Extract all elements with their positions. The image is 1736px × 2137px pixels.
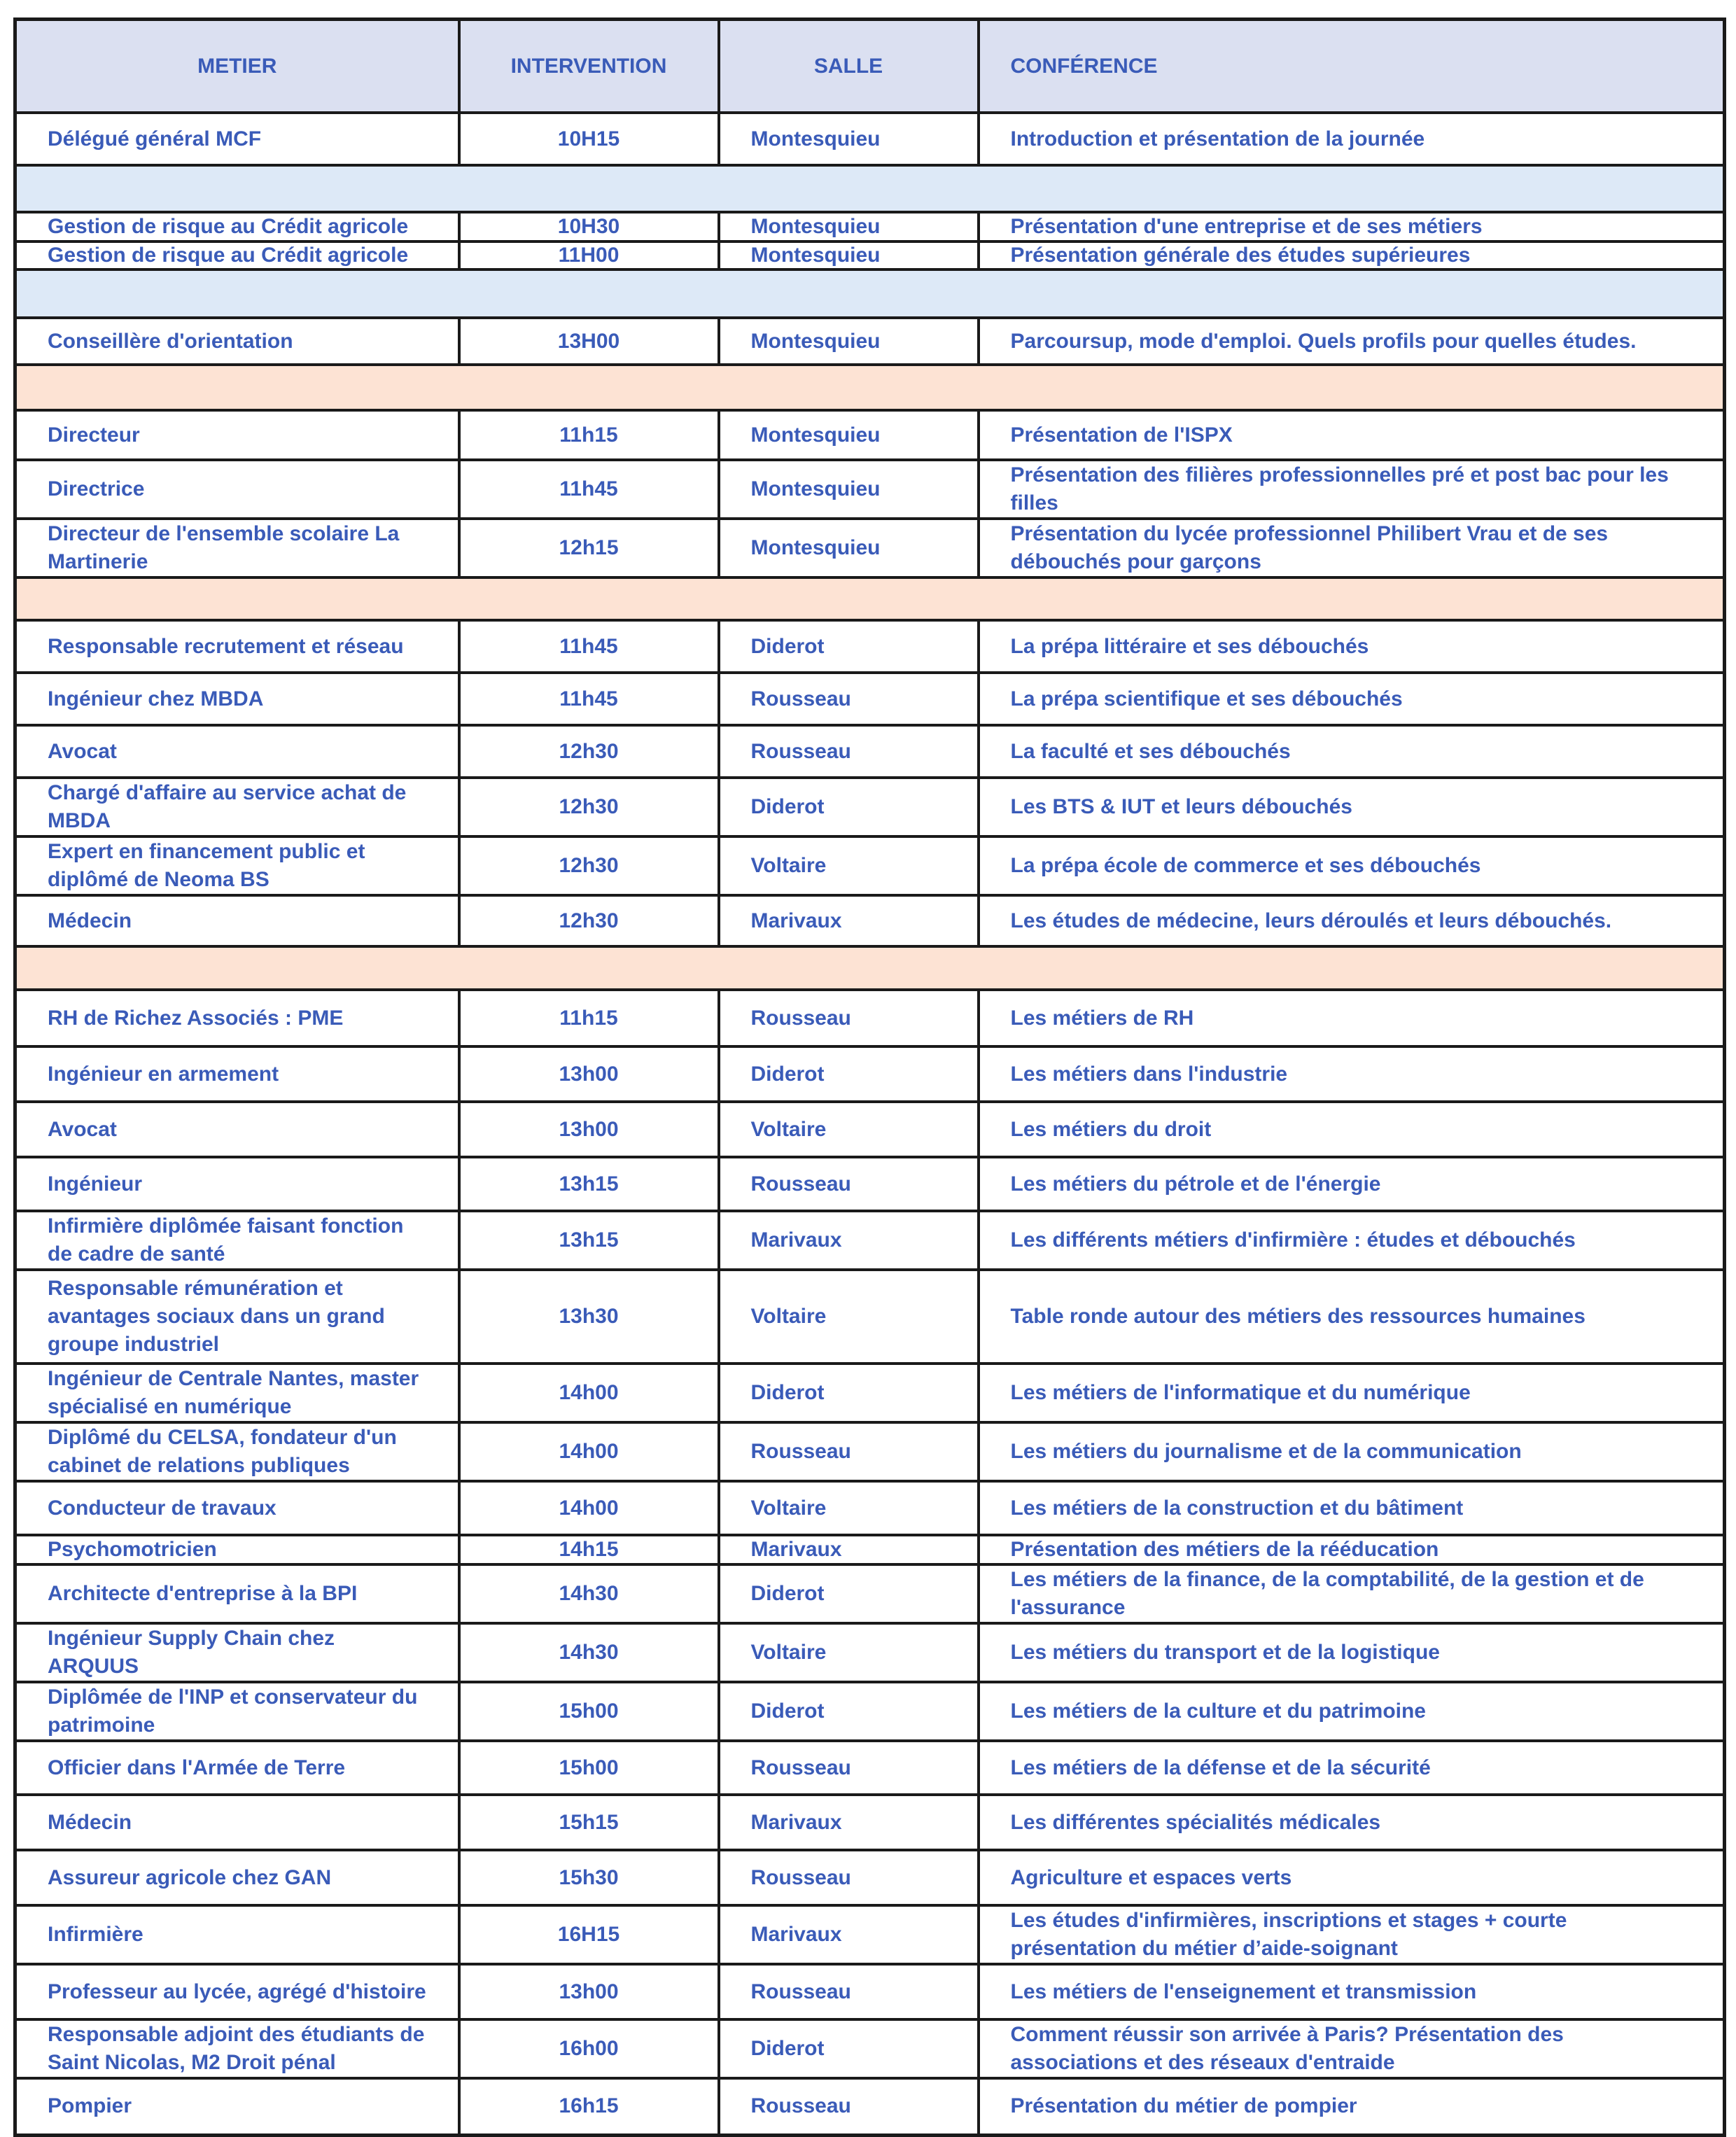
table-row	[15, 1795, 1725, 1850]
cell-conference: Les métiers de l'enseignement et transmission	[979, 1964, 1725, 2019]
table-row	[15, 113, 1725, 165]
cell-intervention: 12h30	[459, 778, 719, 836]
cell-salle: Montesquieu	[719, 241, 979, 269]
table-row	[15, 519, 1725, 577]
table-row	[15, 2019, 1725, 2078]
section-separator-blue	[15, 165, 1725, 212]
cell-metier: Diplômé du CELSA, fondateur d'un cabinet de relations publiques	[15, 1422, 459, 1481]
cell-salle: Voltaire	[719, 1270, 979, 1364]
section-separator-peach	[15, 946, 1725, 990]
cell-intervention: 15h15	[459, 1795, 719, 1850]
cell-conference: Présentation d'une entreprise et de ses métiers	[979, 212, 1725, 241]
table-row	[15, 1211, 1725, 1270]
table-row	[15, 1905, 1725, 1964]
cell-salle: Montesquieu	[719, 113, 979, 165]
table-row	[15, 620, 1725, 673]
section-separator-cell	[15, 165, 1725, 212]
cell-metier: Infirmière diplômée faisant fonction de cadre de santé	[15, 1211, 459, 1270]
cell-salle: Rousseau	[719, 725, 979, 778]
table-row	[15, 1741, 1725, 1795]
cell-conference: La faculté et ses débouchés	[979, 725, 1725, 778]
cell-salle: Diderot	[719, 778, 979, 836]
column-header-intervention: INTERVENTION	[459, 20, 719, 113]
cell-metier: Directrice	[15, 460, 459, 519]
cell-intervention: 13h15	[459, 1157, 719, 1211]
cell-metier: Pompier	[15, 2078, 459, 2135]
table-row	[15, 1850, 1725, 1905]
cell-intervention: 13h15	[459, 1211, 719, 1270]
table-row	[15, 460, 1725, 519]
cell-salle: Diderot	[719, 620, 979, 673]
cell-conference: La prépa scientifique et ses débouchés	[979, 673, 1725, 725]
table-row	[15, 212, 1725, 241]
cell-metier: Professeur au lycée, agrégé d'histoire	[15, 1964, 459, 2019]
cell-metier: Ingénieur chez MBDA	[15, 673, 459, 725]
cell-conference: Les métiers de la finance, de la comptabilité, de la gestion et de l'assurance	[979, 1564, 1725, 1623]
section-separator-peach	[15, 577, 1725, 620]
table-row	[15, 1157, 1725, 1211]
cell-salle: Rousseau	[719, 1964, 979, 2019]
cell-conference: Les études d'infirmières, inscriptions et stages + courte présentation du métier d’aide-soignant	[979, 1905, 1725, 1964]
cell-salle: Rousseau	[719, 673, 979, 725]
cell-conference: Présentation générale des études supérieures	[979, 241, 1725, 269]
cell-conference: Présentation du lycée professionnel Philibert Vrau et de ses débouchés pour garçons	[979, 519, 1725, 577]
cell-conference: Les études de médecine, leurs déroulés et leurs débouchés.	[979, 895, 1725, 946]
cell-salle: Diderot	[719, 1564, 979, 1623]
cell-intervention: 13h30	[459, 1270, 719, 1364]
cell-conference: Introduction et présentation de la journée	[979, 113, 1725, 165]
cell-conference: Présentation de l'ISPX	[979, 410, 1725, 460]
cell-metier: Ingénieur en armement	[15, 1046, 459, 1102]
cell-conference: La prépa école de commerce et ses débouchés	[979, 836, 1725, 895]
cell-metier: Expert en financement public et diplômé de Neoma BS	[15, 836, 459, 895]
table-row	[15, 1682, 1725, 1741]
cell-salle: Voltaire	[719, 836, 979, 895]
cell-salle: Montesquieu	[719, 410, 979, 460]
table-row	[15, 778, 1725, 836]
cell-conference: Les métiers du journalisme et de la communication	[979, 1422, 1725, 1481]
table-row	[15, 895, 1725, 946]
cell-salle: Montesquieu	[719, 519, 979, 577]
table-row	[15, 1535, 1725, 1564]
table-row	[15, 725, 1725, 778]
cell-intervention: 14h30	[459, 1623, 719, 1682]
cell-conference: Les métiers de RH	[979, 990, 1725, 1046]
table-row	[15, 1270, 1725, 1364]
cell-metier: Psychomotricien	[15, 1535, 459, 1564]
section-separator-cell	[15, 946, 1725, 990]
table-row	[15, 1364, 1725, 1422]
cell-metier: Infirmière	[15, 1905, 459, 1964]
cell-conference: Les BTS & IUT et leurs débouchés	[979, 778, 1725, 836]
cell-salle: Rousseau	[719, 1157, 979, 1211]
cell-salle: Marivaux	[719, 1795, 979, 1850]
table-row	[15, 241, 1725, 269]
cell-intervention: 14h30	[459, 1564, 719, 1623]
cell-intervention: 10H15	[459, 113, 719, 165]
cell-conference: Les différents métiers d'infirmière : études et débouchés	[979, 1211, 1725, 1270]
cell-metier: Médecin	[15, 895, 459, 946]
cell-intervention: 12h30	[459, 725, 719, 778]
cell-salle: Marivaux	[719, 1905, 979, 1964]
cell-metier: Directeur de l'ensemble scolaire La Martinerie	[15, 519, 459, 577]
header-row	[15, 20, 1725, 113]
cell-conference: Table ronde autour des métiers des ressources humaines	[979, 1270, 1725, 1364]
table-row	[15, 1102, 1725, 1157]
cell-conference: Présentation du métier de pompier	[979, 2078, 1725, 2135]
table-row	[15, 836, 1725, 895]
cell-intervention: 13h00	[459, 1046, 719, 1102]
cell-conference: Les métiers du transport et de la logistique	[979, 1623, 1725, 1682]
cell-intervention: 12h30	[459, 836, 719, 895]
cell-salle: Voltaire	[719, 1481, 979, 1535]
cell-metier: Directeur	[15, 410, 459, 460]
cell-conference: La prépa littéraire et ses débouchés	[979, 620, 1725, 673]
cell-salle: Montesquieu	[719, 460, 979, 519]
cell-metier: Responsable adjoint des étudiants de Saint Nicolas, M2 Droit pénal	[15, 2019, 459, 2078]
cell-intervention: 15h00	[459, 1682, 719, 1741]
table-header	[15, 20, 1725, 113]
cell-salle: Rousseau	[719, 2078, 979, 2135]
table-row	[15, 1422, 1725, 1481]
cell-salle: Rousseau	[719, 1741, 979, 1795]
table-row	[15, 990, 1725, 1046]
cell-metier: RH de Richez Associés : PME	[15, 990, 459, 1046]
cell-intervention: 13h00	[459, 1102, 719, 1157]
cell-metier: Ingénieur Supply Chain chez ARQUUS	[15, 1623, 459, 1682]
cell-intervention: 12h15	[459, 519, 719, 577]
cell-intervention: 13H00	[459, 318, 719, 365]
section-separator-cell	[15, 365, 1725, 410]
table-row	[15, 410, 1725, 460]
cell-conference: Agriculture et espaces verts	[979, 1850, 1725, 1905]
table-row	[15, 318, 1725, 365]
cell-metier: Officier dans l'Armée de Terre	[15, 1741, 459, 1795]
section-separator-cell	[15, 269, 1725, 318]
cell-salle: Rousseau	[719, 1850, 979, 1905]
cell-conference: Présentation des métiers de la rééducation	[979, 1535, 1725, 1564]
cell-metier: Gestion de risque au Crédit agricole	[15, 241, 459, 269]
cell-metier: Ingénieur de Centrale Nantes, master spécialisé en numérique	[15, 1364, 459, 1422]
column-header-metier: METIER	[15, 20, 459, 113]
cell-intervention: 14h00	[459, 1422, 719, 1481]
cell-conference: Les métiers de l'informatique et du numérique	[979, 1364, 1725, 1422]
cell-metier: Ingénieur	[15, 1157, 459, 1211]
column-header-salle: SALLE	[719, 20, 979, 113]
cell-intervention: 13h00	[459, 1964, 719, 2019]
cell-intervention: 11H00	[459, 241, 719, 269]
cell-salle: Voltaire	[719, 1623, 979, 1682]
cell-intervention: 16H15	[459, 1905, 719, 1964]
cell-intervention: 11h45	[459, 460, 719, 519]
cell-salle: Diderot	[719, 1046, 979, 1102]
cell-salle: Montesquieu	[719, 318, 979, 365]
cell-metier: Avocat	[15, 1102, 459, 1157]
cell-intervention: 11h45	[459, 620, 719, 673]
cell-conference: Les métiers dans l'industrie	[979, 1046, 1725, 1102]
section-separator-peach	[15, 365, 1725, 410]
cell-conference: Présentation des filières professionnelles pré et post bac pour les filles	[979, 460, 1725, 519]
cell-metier: Délégué général MCF	[15, 113, 459, 165]
cell-intervention: 15h30	[459, 1850, 719, 1905]
cell-conference: Les métiers de la culture et du patrimoine	[979, 1682, 1725, 1741]
cell-metier: Médecin	[15, 1795, 459, 1850]
cell-salle: Marivaux	[719, 1535, 979, 1564]
table-row	[15, 673, 1725, 725]
cell-salle: Diderot	[719, 1682, 979, 1741]
cell-metier: Conducteur de travaux	[15, 1481, 459, 1535]
cell-conference: Comment réussir son arrivée à Paris? Présentation des associations et des réseaux d'entraide	[979, 2019, 1725, 2078]
cell-intervention: 11h45	[459, 673, 719, 725]
column-header-conference: CONFÉRENCE	[979, 20, 1725, 113]
conference-schedule-table	[13, 17, 1726, 2137]
cell-salle: Voltaire	[719, 1102, 979, 1157]
section-separator-cell	[15, 577, 1725, 620]
cell-metier: Architecte d'entreprise à la BPI	[15, 1564, 459, 1623]
cell-conference: Les métiers du droit	[979, 1102, 1725, 1157]
cell-salle: Rousseau	[719, 990, 979, 1046]
cell-salle: Rousseau	[719, 1422, 979, 1481]
cell-intervention: 16h15	[459, 2078, 719, 2135]
cell-salle: Montesquieu	[719, 212, 979, 241]
cell-metier: Diplômée de l'INP et conservateur du patrimoine	[15, 1682, 459, 1741]
cell-intervention: 16h00	[459, 2019, 719, 2078]
table-row	[15, 1964, 1725, 2019]
cell-conference: Les différentes spécialités médicales	[979, 1795, 1725, 1850]
table-row	[15, 1623, 1725, 1682]
cell-conference: Les métiers du pétrole et de l'énergie	[979, 1157, 1725, 1211]
table-row	[15, 1481, 1725, 1535]
cell-metier: Assureur agricole chez GAN	[15, 1850, 459, 1905]
cell-salle: Marivaux	[719, 1211, 979, 1270]
section-separator-blue	[15, 269, 1725, 318]
cell-conference: Les métiers de la construction et du bâtiment	[979, 1481, 1725, 1535]
cell-metier: Responsable rémunération et avantages sociaux dans un grand groupe industriel	[15, 1270, 459, 1364]
table-row	[15, 1046, 1725, 1102]
cell-intervention: 10H30	[459, 212, 719, 241]
table-body	[15, 113, 1725, 2135]
cell-salle: Diderot	[719, 2019, 979, 2078]
table-row	[15, 1564, 1725, 1623]
cell-metier: Chargé d'affaire au service achat de MBDA	[15, 778, 459, 836]
cell-metier: Responsable recrutement et réseau	[15, 620, 459, 673]
cell-intervention: 11h15	[459, 410, 719, 460]
cell-conference: Parcoursup, mode d'emploi. Quels profils pour quelles études.	[979, 318, 1725, 365]
cell-salle: Marivaux	[719, 895, 979, 946]
table-row	[15, 2078, 1725, 2135]
cell-intervention: 15h00	[459, 1741, 719, 1795]
cell-intervention: 14h00	[459, 1364, 719, 1422]
cell-intervention: 12h30	[459, 895, 719, 946]
cell-intervention: 11h15	[459, 990, 719, 1046]
cell-intervention: 14h00	[459, 1481, 719, 1535]
cell-salle: Diderot	[719, 1364, 979, 1422]
cell-metier: Conseillère d'orientation	[15, 318, 459, 365]
cell-metier: Avocat	[15, 725, 459, 778]
cell-conference: Les métiers de la défense et de la sécurité	[979, 1741, 1725, 1795]
cell-intervention: 14h15	[459, 1535, 719, 1564]
cell-metier: Gestion de risque au Crédit agricole	[15, 212, 459, 241]
